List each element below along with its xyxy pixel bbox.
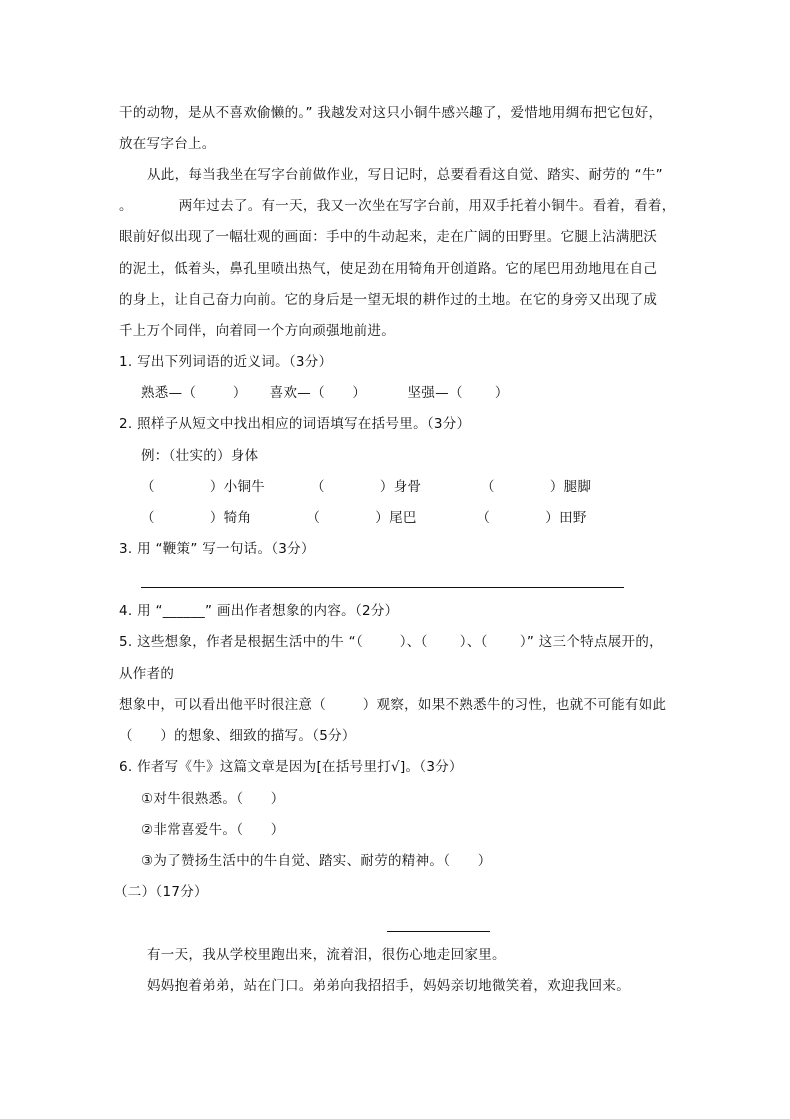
question-title: 1. 写出下列词语的近义词。（3分）	[119, 354, 333, 370]
fill-row-2: （ ）犄角 （ ）尾巴 （ ）田野	[141, 510, 587, 526]
question-line: 5. 这些想象，作者是根据生活中的牛 “（ ）、（ ）、（ ）” 这三个特点展开的，	[119, 634, 663, 650]
example-text: 例：（壮实的）身体	[141, 448, 259, 464]
passage-line: 干的动物，是从不喜欢偷懒的。” 我越发对这只小铜牛感兴趣了，爱惜地用绸布把它包好，	[119, 105, 663, 121]
passage-line: 千上万个同伴，向着同一个方向顽强地前进。	[119, 323, 395, 339]
answer-line[interactable]	[141, 587, 624, 588]
question-title: 3. 用 “鞭策” 写一句话。（3分）	[119, 541, 315, 557]
question-title: 4. 用 “______” 画出作者想象的内容。（2分）	[119, 603, 399, 619]
question-line: 想象中，可以看出他平时很注意（ ）观察，如果不熟悉牛的习性，也就不可能有如此	[119, 697, 667, 713]
synonym-items: 熟悉—（ ） 喜欢—（ ） 坚强—（ ）	[141, 385, 509, 401]
passage-line: 的身上，让自己奋力向前。它的身后是一望无垠的耕作过的土地。在它的身旁又出现了成	[119, 292, 658, 308]
passage-line: 眼前好似出现了一幅壮观的画面：手中的牛动起来，走在广阔的田野里。它腿上沾满肥沃	[119, 229, 658, 245]
passage-line: 有一天，我从学校里跑出来，流着泪，很伤心地走回家里。	[147, 947, 506, 963]
option-1: ①对牛很熟悉。（ ）	[141, 791, 285, 807]
passage-line: 。 两年过去了。有一天，我又一次坐在写字台前，用双手托着小铜牛。看着，看着，	[119, 198, 676, 214]
passage-line: 从此，每当我坐在写字台前做作业，写日记时，总要看看这自觉、踏实、耐劳的 “牛”	[147, 167, 663, 183]
option-3: ③为了赞扬生活中的牛自觉、踏实、耐劳的精神。（ ）	[141, 853, 492, 869]
question-line: 从作者的	[119, 666, 175, 682]
question-title: 6. 作者写《牛》这篇文章是因为[在括号里打√]。（3分）	[119, 759, 463, 775]
section-heading: （二）（17分）	[114, 884, 208, 900]
question-line: （ ）的想象、细致的描写。（5分）	[119, 728, 356, 744]
question-title: 2. 照样子从短文中找出相应的词语填写在括号里。（3分）	[119, 416, 471, 432]
passage-line: 妈妈抱着弟弟，站在门口。弟弟向我招招手，妈妈亲切地微笑着，欢迎我回来。	[147, 978, 630, 994]
option-2: ②非常喜爱牛。（ ）	[141, 822, 285, 838]
passage-line: 放在写字台上。	[119, 136, 216, 152]
passage-line: 的泥土，低着头，鼻孔里喷出热气，使足劲在用犄角开创道路。它的尾巴用劲地甩在自己	[119, 261, 658, 277]
fill-row-1: （ ）小铜牛 （ ）身骨 （ ）腿脚	[141, 479, 592, 495]
title-blank[interactable]	[387, 931, 490, 932]
